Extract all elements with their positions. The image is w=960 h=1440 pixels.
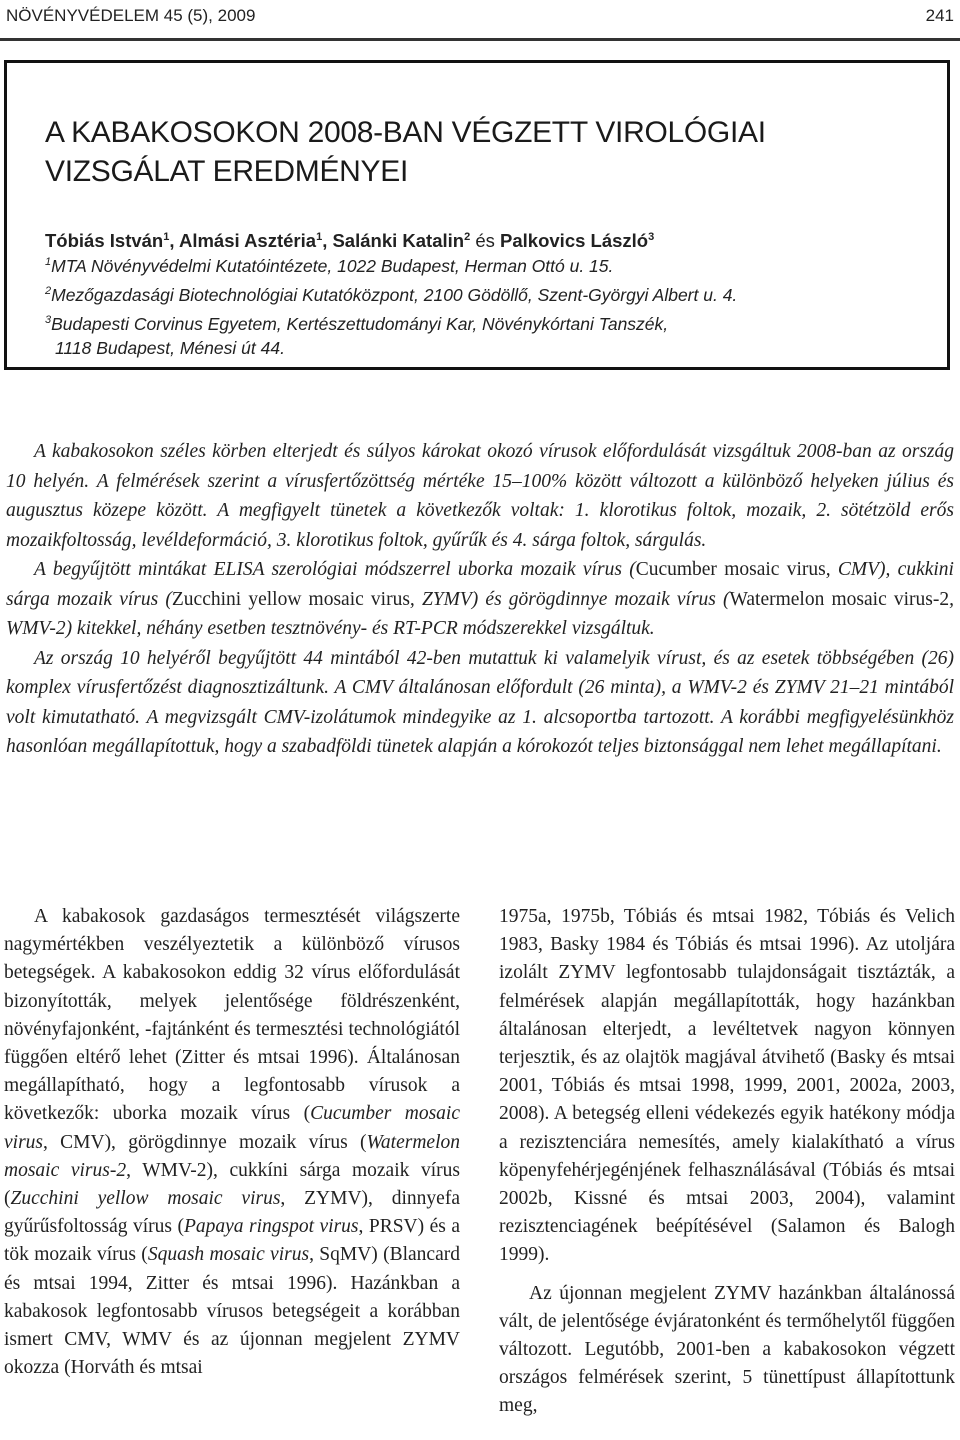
author-superscript: 1	[163, 231, 170, 243]
affiliation-marker: 2	[45, 284, 52, 297]
body-column-right	[499, 903, 955, 1421]
header-rule	[0, 38, 960, 41]
abstract-text: , WMV-2) kitekkel, néhány esetben tesztnövény- és RT-PCR módszerekkel vizsgáltuk.	[6, 588, 954, 639]
affiliations	[45, 250, 925, 361]
body-text: A kabakosok gazdaságos termesztését világszerte nagymértékben veszélyeztetik a különböző vírusos betegségek. A kabakosokon eddig 32 vírus előfordulását bizonyították, melyek jelentősége földrészenként, növényfajonként, -fajtánként és termesztési technológiától függően eltérő lehet (Zitter és mtsai 1996). Általánosan megállapítható, hogy a legfontosabb vírusok a következők: uborka mozaik vírus (	[4, 906, 460, 1125]
virus-name: Cucumber mosaic virus	[4, 1103, 460, 1153]
virus-name: Zucchini yellow mosaic virus	[171, 588, 410, 610]
author-name: Salánki Katalin	[332, 230, 465, 252]
affiliation-text: Budapesti Corvinus Egyetem, Kertészettudományi Kar, Növénykórtani Tanszék,	[51, 313, 669, 334]
affiliation-3-address: 1118 Budapest, Ménesi út 44.	[55, 338, 285, 359]
virus-name: Watermelon mosaic virus-2	[4, 1131, 460, 1181]
title-line-1: A KABAKOSOKON 2008-BAN VÉGZETT VIROLÓGIAI	[45, 116, 766, 149]
abstract-paragraph-2	[6, 555, 954, 644]
body-paragraph: Az újonnan megjelent ZYMV hazánkban általánossá vált, de jelentősége évjáratonként és termőhelytől függően változott. Legutóbb, 2001-ben a kabakosokon végzett országos felmérések szerint, 5 tünettípust állapítottunk meg,	[499, 1282, 955, 1417]
abstract-paragraph-1: A kabakosokon széles körben elterjedt és súlyos károkat okozó vírusok előfordulását vizsgáltuk 2008-ban az ország 10 helyén. A felmérések szerint a vírusfertőzöttség mértéke 15–100% között változott a különböző helyeken július és augusztus közepe között. A megfigyelt tünetek a következők voltak: 1. klorotikus foltok, mozaik, 2. sötétzöld erős mozaikfoltosság, levéldeformáció, 3. klorotikus foltok, gyűrűk és 4. sárga foltok, sárgulás.	[6, 441, 954, 551]
journal-citation: NÖVÉNYVÉDELEM 45 (5), 2009	[6, 6, 256, 25]
body-text: , PRSV) és a tök mozaik vírus (	[4, 1216, 460, 1266]
body-column-left	[4, 903, 460, 1382]
author-list: Tóbiás István$^1$, Almási Asztéria$^1$, Salánki Katalin$^2$ és Palkovics László$^3$	[45, 230, 655, 252]
virus-name: Watermelon mosaic virus-2	[729, 588, 950, 610]
body-paragraph	[4, 903, 460, 1382]
affiliation-marker: 3	[45, 313, 52, 326]
author-conjunction: és	[475, 230, 495, 252]
page-number: 241	[925, 6, 954, 25]
affiliation-1	[45, 250, 925, 279]
author-name: Palkovics László	[500, 230, 649, 252]
affiliation-text: MTA Növényvédelmi Kutatóintézete, 1022 Budapest, Herman Ottó u. 15.	[51, 255, 614, 276]
author-superscript: 1	[316, 231, 323, 243]
body-text: , SqMV) (Blancard és mtsai 1994, Zitter és mtsai 1996). Hazánkban a kabakosok legfontosabb vírusos betegségeit a korábban ismert CMV, WMV és az újonnan megjelent ZYMV okozza (Horváth és mtsai	[4, 1244, 460, 1379]
virus-name: Papaya ringspot virus	[183, 1216, 359, 1238]
running-header	[0, 0, 960, 34]
author-name: Tóbiás István	[45, 230, 164, 252]
abstract-text: , ZYMV) és görögdinnye mozaik vírus (	[409, 588, 730, 610]
virus-name: Squash mosaic virus	[147, 1244, 310, 1266]
affiliation-text: Mezőgazdasági Biotechnológiai Kutatóközpont, 2100 Gödöllő, Szent-Györgyi Albert u. 4.	[51, 284, 738, 305]
abstract	[6, 437, 954, 762]
affiliation-marker: 1	[45, 256, 52, 268]
title-box	[4, 60, 950, 370]
body-paragraph: 1975a, 1975b, Tóbiás és mtsai 1982, Tóbiás és Velich 1983, Basky 1984 és Tóbiás és mtsai 1996). Az utoljára izolált ZYMV legfontosabb tulajdonságait tisztázták, a felmérések alapján megállapították, hogy hazánkban általánosan elterjedt, a levéltetvek nagyon könnyen terjesztik, és az olajtök magjával átvihető (Basky és mtsai 2001, Tóbiás és mtsai 1998, 1999, 2001, 2002a, 2003, 2008). A betegség elleni védekezés egyik hatékony módja a rezisztenciára nemesítés, amely kialakítható a vírus köpenyfehérjegénjének felhasználásával (Tóbiás és mtsai 2002b, Kissné és mtsai 2003, 2004), valamint rezisztenciagének beépítésével (Salamon és Balogh 1999).	[499, 906, 955, 1266]
affiliation-2	[45, 279, 925, 308]
body-text: , ZYMV), dinnyefa gyűrűsfoltosság vírus (	[4, 1188, 460, 1238]
virus-name: Cucumber mosaic virus	[635, 559, 826, 580]
author-superscript: 3	[648, 231, 655, 243]
abstract-paragraph-3: Az ország 10 helyéről begyűjtött 44 mintából 42-ben mutattuk ki valamelyik vírust, és az esetek többségében (26) komplex vírusfertőzést diagnosztizáltunk. A CMV általánosan előfordult (26 minta), a WMV-2 és ZYMV 21–21 mintából volt kimutatható. A megvizsgált CMV-izolátumok mindegyike az 1. alcsoportba tartozott. A korábbi megfigyelésünkhöz hasonlóan megállapítottuk, hogy a szabadföldi tünetek alapján a kórokozót teljes biztonsággal nem lehet megállapítani.	[6, 647, 954, 757]
abstract-text: A begyűjtött mintákat ELISA szerológiai módszerrel uborka mozaik vírus (	[34, 559, 636, 580]
title-line-2: VIZSGÁLAT EREDMÉNYEI	[45, 155, 408, 188]
body-text: , CMV), görögdinnye mozaik vírus (	[43, 1131, 367, 1153]
virus-name: Zucchini yellow mosaic virus	[10, 1188, 281, 1210]
article-title	[45, 113, 905, 191]
author-name: Almási Asztéria	[178, 230, 317, 252]
affiliation-3	[45, 308, 925, 337]
author-superscript: 2	[464, 231, 471, 243]
abstract-text: , CMV), cukkini sárga mozaik vírus (	[6, 559, 954, 610]
body-text: , WMV-2), cukkíni sárga mozaik vírus (	[4, 1159, 460, 1210]
